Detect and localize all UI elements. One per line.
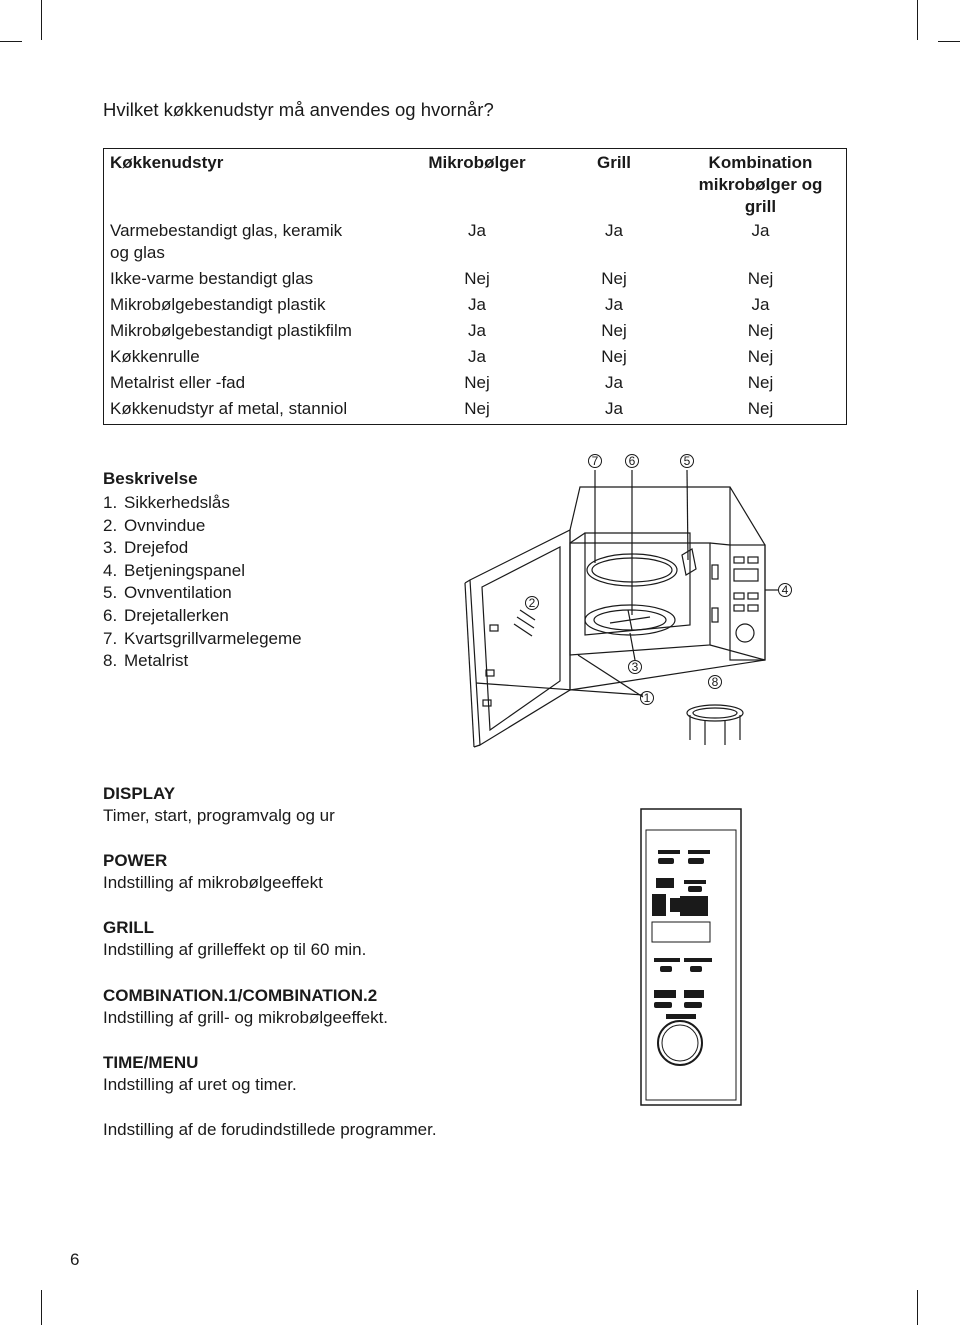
control-text: Indstilling af grill- og mikrobølgeeffekt. bbox=[103, 1008, 389, 1027]
cell-microwave: Nej bbox=[464, 269, 490, 288]
microwave-diagram bbox=[460, 445, 830, 750]
cell-combination: Ja bbox=[751, 221, 770, 240]
list-item-number: 7. bbox=[103, 628, 118, 648]
cell-item-line1: Varmebestandigt glas, keramik bbox=[110, 221, 343, 240]
table-row bbox=[104, 320, 847, 346]
control-power bbox=[103, 850, 323, 894]
cell-item: Metalrist eller -fad bbox=[110, 373, 246, 392]
list-item bbox=[103, 515, 302, 538]
control-title: DISPLAY bbox=[103, 784, 176, 803]
cell-microwave: Ja bbox=[468, 347, 486, 366]
col-header-microwave: Mikrobølger bbox=[428, 153, 526, 172]
crop-mark bbox=[0, 41, 22, 42]
list-item bbox=[103, 537, 302, 560]
cell-grill: Nej bbox=[601, 269, 627, 288]
list-item-number: 5. bbox=[103, 583, 118, 603]
control-title: COMBINATION.1/COMBINATION.2 bbox=[103, 986, 378, 1005]
cell-microwave: Nej bbox=[464, 399, 490, 418]
crop-mark bbox=[917, 0, 918, 40]
list-item bbox=[103, 628, 302, 651]
col-header-combination-line2: mikrobølger og grill bbox=[698, 175, 823, 216]
list-item-label: Ovnvindue bbox=[124, 515, 206, 535]
svg-text:8: 8 bbox=[711, 675, 719, 689]
table-row bbox=[104, 220, 847, 268]
cell-microwave: Ja bbox=[468, 295, 486, 314]
callout-6 bbox=[626, 454, 639, 468]
list-item-label: Metalrist bbox=[124, 651, 189, 671]
cookware-table bbox=[103, 148, 847, 425]
control-text: Indstilling af grilleffekt op til 60 min. bbox=[103, 940, 367, 959]
list-item bbox=[103, 650, 302, 673]
svg-text:5: 5 bbox=[683, 454, 691, 468]
cell-microwave: Ja bbox=[468, 321, 486, 340]
table-row bbox=[104, 398, 847, 425]
page-number: 6 bbox=[70, 1250, 80, 1269]
cell-combination: Nej bbox=[747, 347, 774, 366]
list-item-number: 6. bbox=[103, 605, 118, 625]
cell-microwave: Nej bbox=[464, 373, 490, 392]
list-item-label: Sikkerhedslås bbox=[124, 493, 230, 512]
control-title: TIME/MENU bbox=[103, 1053, 199, 1072]
button-icon bbox=[658, 850, 680, 854]
svg-text:2: 2 bbox=[528, 596, 536, 610]
control-combination bbox=[103, 985, 388, 1029]
cell-item-line2: og glas bbox=[110, 243, 165, 262]
callout-1 bbox=[641, 691, 654, 705]
list-item-label: Betjeningspanel bbox=[124, 560, 245, 580]
list-item bbox=[103, 605, 302, 628]
list-item-label: Drejefod bbox=[124, 538, 189, 558]
cell-grill: Ja bbox=[605, 295, 623, 314]
control-knob bbox=[736, 624, 754, 642]
cell-grill: Ja bbox=[605, 373, 623, 392]
cell-item: Ikke-varme bestandigt glas bbox=[110, 269, 314, 288]
list-item bbox=[103, 560, 302, 583]
cell-grill: Ja bbox=[605, 399, 623, 418]
col-header-combination bbox=[675, 149, 847, 221]
list-item-number: 1. bbox=[103, 493, 118, 512]
col-header-combination-line1: Kombination bbox=[708, 153, 813, 172]
button-icon bbox=[688, 850, 710, 854]
cell-microwave: Ja bbox=[468, 221, 486, 240]
cell-combination: Nej bbox=[747, 269, 774, 288]
svg-text:3: 3 bbox=[631, 660, 639, 674]
cell-item: Køkkenrulle bbox=[110, 347, 200, 366]
svg-text:6: 6 bbox=[628, 454, 636, 468]
svg-text:7: 7 bbox=[591, 454, 599, 468]
table-header-row bbox=[104, 149, 847, 221]
table-row bbox=[104, 372, 847, 398]
cell-item: Køkkenudstyr af metal, stanniol bbox=[110, 399, 348, 418]
safety-lock bbox=[490, 625, 498, 631]
list-item-number: 3. bbox=[103, 538, 118, 558]
control-text: Timer, start, programvalg og ur bbox=[103, 806, 335, 825]
cell-combination: Nej bbox=[747, 321, 774, 340]
cell-item: Mikrobølgebestandigt plastik bbox=[110, 295, 326, 314]
oven-vent bbox=[682, 549, 696, 575]
callout-7 bbox=[589, 454, 602, 468]
table-row bbox=[104, 294, 847, 320]
control-time-menu bbox=[103, 1052, 297, 1096]
control-title: POWER bbox=[103, 851, 168, 870]
control-text: Indstilling af mikrobølgeeffekt bbox=[103, 873, 323, 892]
cell-item: Mikrobølgebestandigt plastikfilm bbox=[110, 321, 352, 340]
cell-combination: Nej bbox=[747, 373, 774, 392]
callout-8 bbox=[709, 675, 722, 689]
description-title: Beskrivelse bbox=[103, 469, 198, 488]
description-list bbox=[103, 468, 302, 673]
cell-combination: Nej bbox=[747, 399, 774, 418]
control-grill bbox=[103, 917, 366, 961]
callout-4 bbox=[779, 583, 792, 597]
dial-knob-icon bbox=[658, 1021, 702, 1065]
cell-grill: Ja bbox=[605, 221, 623, 240]
callout-5 bbox=[681, 454, 694, 468]
control-display bbox=[103, 783, 335, 827]
note-text: Indstilling af de forudindstillede programmer. bbox=[103, 1120, 437, 1139]
list-item bbox=[103, 582, 302, 605]
list-item-number: 4. bbox=[103, 560, 118, 580]
crop-mark bbox=[917, 1290, 918, 1325]
crop-mark bbox=[41, 1290, 42, 1325]
control-panel-illustration bbox=[640, 808, 742, 1106]
list-item-number: 2. bbox=[103, 515, 118, 535]
col-header-equipment: Køkkenudstyr bbox=[110, 153, 224, 172]
cell-combination: Ja bbox=[751, 295, 770, 314]
callout-3 bbox=[629, 660, 642, 674]
callout-2 bbox=[526, 596, 539, 610]
table-row bbox=[104, 268, 847, 294]
crop-mark bbox=[938, 41, 960, 42]
svg-text:4: 4 bbox=[781, 583, 789, 597]
cell-item bbox=[104, 220, 402, 268]
list-item-label: Drejetallerken bbox=[124, 605, 229, 625]
cell-grill: Nej bbox=[601, 347, 627, 366]
list-item-number: 8. bbox=[103, 651, 118, 671]
crop-mark bbox=[41, 0, 42, 40]
list-item-label: Kvartsgrillvarmelegeme bbox=[124, 628, 302, 648]
col-header-grill: Grill bbox=[596, 153, 631, 172]
list-item-label: Ovnventilation bbox=[124, 583, 232, 603]
control-title: GRILL bbox=[103, 918, 154, 937]
control-text: Indstilling af uret og timer. bbox=[103, 1075, 297, 1094]
list-item bbox=[103, 492, 302, 515]
cell-grill: Nej bbox=[601, 321, 627, 340]
page-heading: Hvilket køkkenudstyr må anvendes og hvornår? bbox=[103, 99, 494, 120]
table-row bbox=[104, 346, 847, 372]
svg-text:1: 1 bbox=[643, 691, 651, 705]
